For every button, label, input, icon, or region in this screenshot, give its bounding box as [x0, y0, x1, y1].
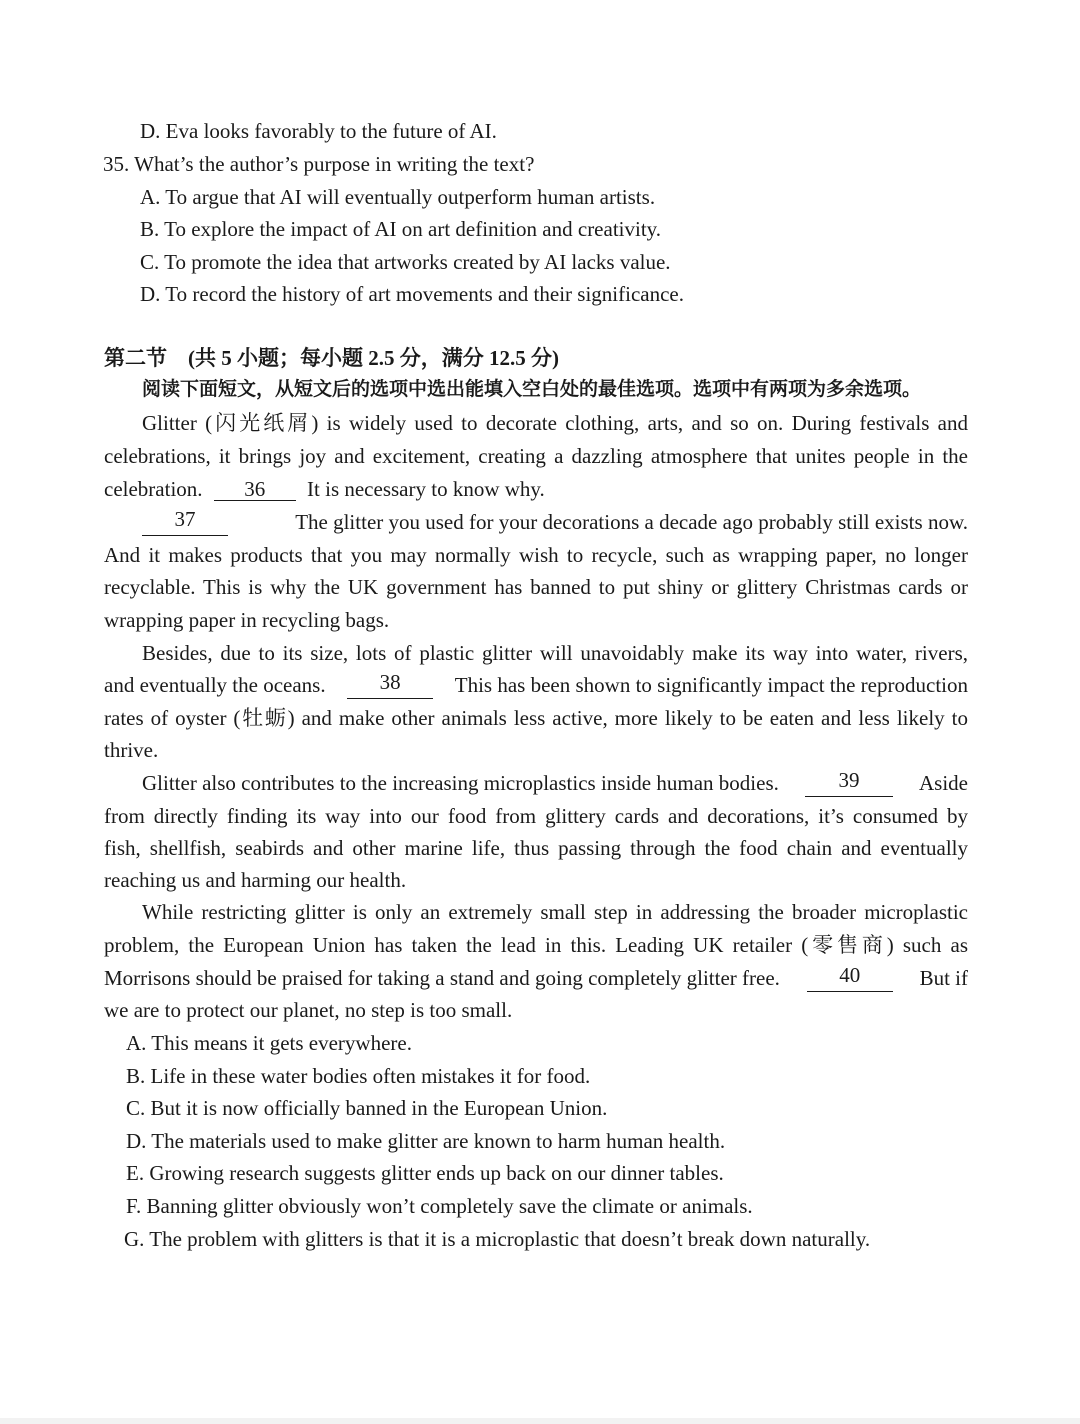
p1-line1: Glitter (闪光纸屑) is widely used to decorate clothing, arts, and so on. During festivals and	[142, 411, 968, 435]
p4-line1	[142, 769, 968, 797]
p2-line2: And it makes products that you may normally wish to recycle, such as wrapping paper, no longer	[104, 543, 968, 567]
p4-line1-text-b: Aside	[919, 771, 968, 795]
p5-line3-text-b: But if	[919, 966, 968, 990]
answer-option-a: A. This means it gets everywhere.	[126, 1031, 412, 1055]
p3-line2-text-a: and eventually the oceans.	[104, 673, 326, 697]
p5-line1: While restricting glitter is only an extremely small step in addressing the broader microplastic	[142, 900, 968, 924]
section-instruction: 阅读下面短文，从短文后的选项中选出能填入空白处的最佳选项。选项中有两项为多余选项。	[142, 379, 922, 400]
answer-option-g: G. The problem with glitters is that it is a microplastic that doesn’t break down naturally.	[124, 1227, 871, 1251]
p5-line4: we are to protect our planet, no step is too small.	[104, 998, 513, 1022]
p1-line3-text-b: It is necessary to know why.	[307, 477, 545, 501]
p1-line2: celebrations, it brings joy and excitement, creating a dazzling atmosphere that unites people in the	[104, 444, 968, 468]
p5-line3-text-a: Morrisons should be praised for taking a stand and going completely glitter free.	[104, 966, 780, 990]
q35-stem: 35. What’s the author’s purpose in writing the text?	[103, 152, 535, 176]
p4-line3: fish, shellfish, seabirds and other marine life, thus passing through the food chain and eventually	[104, 836, 968, 860]
answer-option-d: D. The materials used to make glitter are known to harm human health.	[126, 1129, 726, 1153]
p5-line2: problem, the European Union has taken the lead in this. Leading UK retailer (零售商) such as	[104, 933, 968, 957]
p5-line3	[104, 964, 968, 992]
q35-option-b: B. To explore the impact of AI on art definition and creativity.	[140, 217, 662, 241]
section-heading: 第二节 (共 5 小题；每小题 2.5 分，满分 12.5 分)	[104, 346, 559, 370]
p1-line3	[104, 475, 545, 503]
p2-line1	[142, 508, 968, 536]
blank-39[interactable]: 39	[805, 769, 893, 797]
blank-40[interactable]: 40	[807, 964, 893, 992]
q35-option-d: D. To record the history of art movements and their significance.	[140, 282, 684, 306]
p3-line1: Besides, due to its size, lots of plastic glitter will unavoidably make its way into water, rivers,	[142, 641, 968, 665]
p4-line4: reaching us and harming our health.	[104, 868, 407, 892]
page-bottom-edge	[0, 1418, 1080, 1424]
blank-36[interactable]: 36	[214, 478, 296, 501]
p3-line3: rates of oyster (牡蛎) and make other animals less active, more likely to be eaten and less likely to	[104, 706, 968, 730]
p1-line3-text-a: celebration.	[104, 477, 203, 501]
q34-option-d: D. Eva looks favorably to the future of AI.	[140, 119, 497, 143]
p2-line4: wrapping paper in recycling bags.	[104, 608, 390, 632]
p2-line3: recyclable. This is why the UK government has banned to put shiny or glittery Christmas cards or	[104, 575, 968, 599]
p2-line1-text: The glitter you used for your decorations a decade ago probably still exists now.	[295, 510, 968, 534]
answer-option-f: F. Banning glitter obviously won’t completely save the climate or animals.	[126, 1194, 753, 1218]
answer-option-e: E. Growing research suggests glitter ends up back on our dinner tables.	[126, 1161, 724, 1185]
p3-line2-text-b: This has been shown to significantly impact the reproduction	[454, 673, 968, 697]
p4-line1-text-a: Glitter also contributes to the increasing microplastics inside human bodies.	[142, 771, 779, 795]
answer-option-c: C. But it is now officially banned in the European Union.	[126, 1096, 608, 1120]
p4-line2: from directly finding its way into our food from glittery cards and decorations, it’s consumed by	[104, 804, 968, 828]
q35-option-c: C. To promote the idea that artworks created by AI lacks value.	[140, 250, 671, 274]
blank-37[interactable]: 37	[142, 508, 228, 536]
p3-line4: thrive.	[104, 738, 159, 762]
blank-38[interactable]: 38	[347, 671, 433, 699]
answer-option-b: B. Life in these water bodies often mistakes it for food.	[126, 1064, 591, 1088]
p3-line2	[104, 671, 968, 699]
q35-option-a: A. To argue that AI will eventually outperform human artists.	[140, 185, 656, 209]
